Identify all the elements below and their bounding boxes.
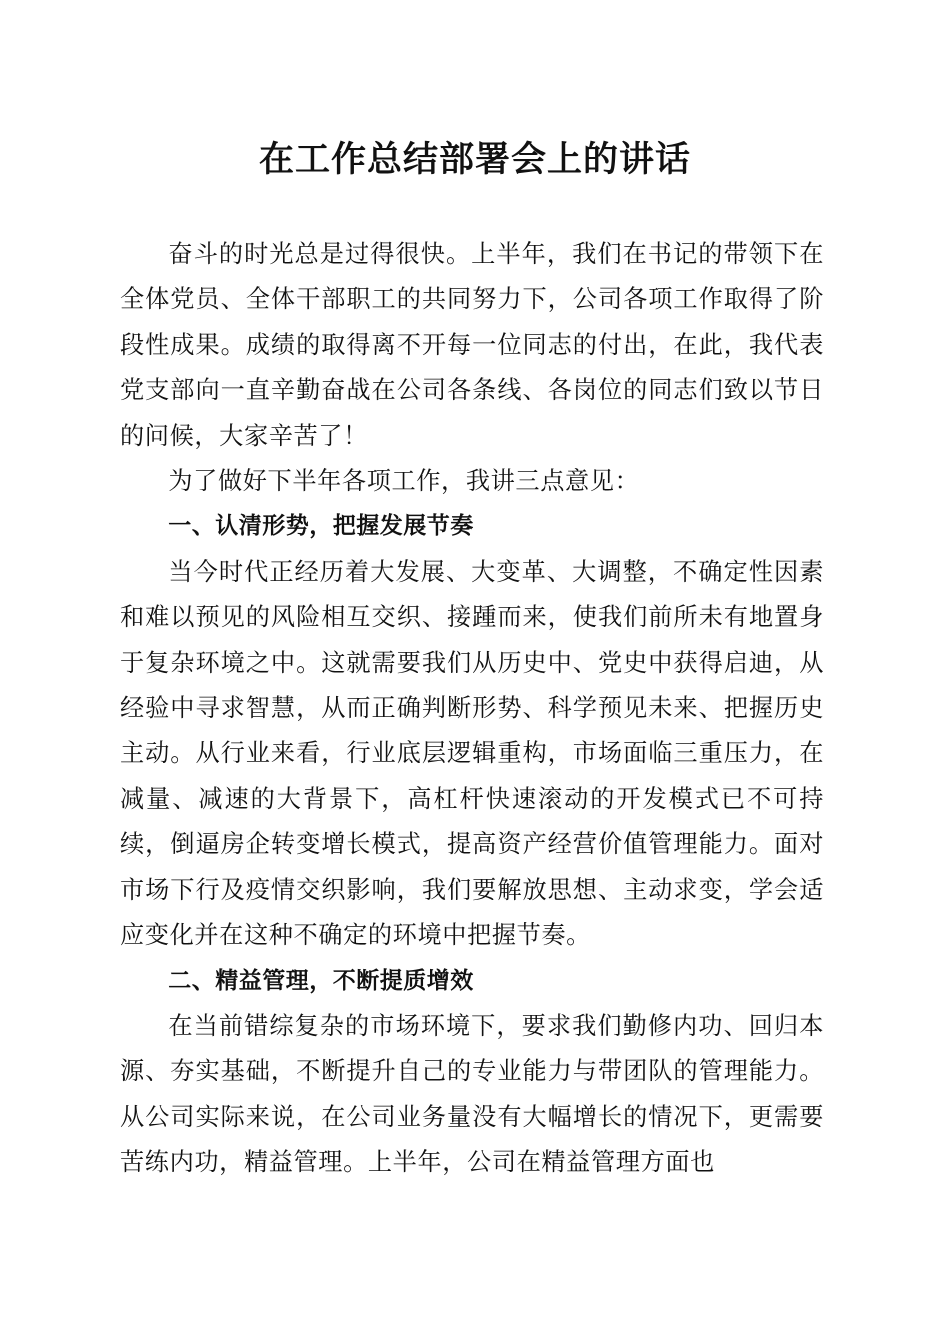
paragraph-opening: 奋斗的时光总是过得很快。上半年，我们在书记的带领下在全体党员、全体干部职工的共同努力下，公司各项工作取得了阶段性成果。成绩的取得离不开每一位同志的付出，在此，我代表党支部向一直辛勤奋战在公司各条线、各岗位的同志们致以节日的问候，大家辛苦了！: [120, 240, 824, 450]
section-heading-1: 一、认清形势，把握发展节奏: [168, 513, 474, 540]
document-body: [120, 232, 824, 1186]
paragraph-section-2: 在当前错综复杂的市场环境下，要求我们勤修内功、回归本源、夯实基础，不断提升自己的专业能力与带团队的管理能力。从公司实际来说，在公司业务量没有大幅增长的情况下，更需要苦练内功，精益管理。上半年，公司在精益管理方面也: [120, 1011, 824, 1177]
paragraph-section-1: 当今时代正经历着大发展、大变革、大调整，不确定性因素和难以预见的风险相互交织、接踵而来，使我们前所未有地置身于复杂环境之中。这就需要我们从历史中、党史中获得启迪，从经验中寻求智慧，从而正确判断形势、科学预见未来、把握历史主动。从行业来看，行业底层逻辑重构，市场面临三重压力，在减量、减速的大背景下，高杠杆快速滚动的开发模式已不可持续，倒逼房企转变增长模式，提高资产经营价值管理能力。面对市场下行及疫情交织影响，我们要解放思想、主动求变，学会适应变化并在这种不确定的环境中把握节奏。: [120, 557, 824, 950]
paragraph-intro-points: 为了做好下半年各项工作，我讲三点意见：: [168, 467, 640, 496]
document-title: 在工作总结部署会上的讲话: [258, 139, 691, 180]
section-heading-2: 二、精益管理，不断提质增效: [168, 967, 474, 994]
